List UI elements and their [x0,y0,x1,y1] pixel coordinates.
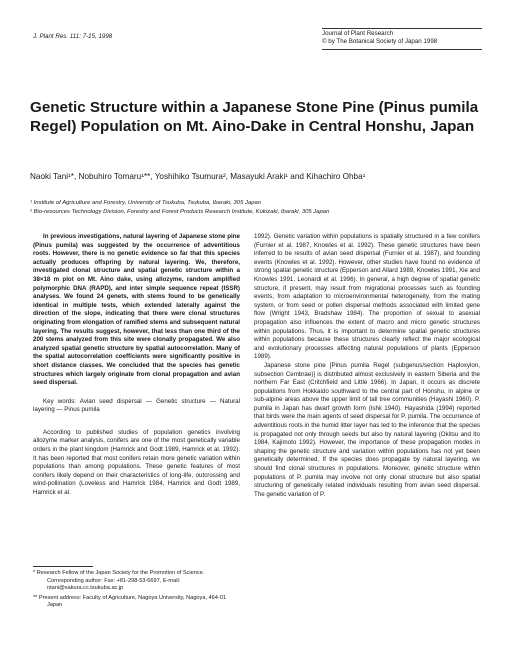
author-list: Naoki Tani¹*, Nobuhiro Tomaru¹**, Yoshihiko Tsumura², Masayuki Araki¹ and Kihachiro Ohba¹ [30,172,366,181]
affiliation-2: ² Bio-resources Technology Division, Forestry and Forest Products Research Institute, Kukizaki, Ibaraki, 305 Japan [30,209,330,215]
affiliation-1: ¹ Institute of Agriculture and Forestry, University of Tsukuba, Tsukuba, Ibaraki, 305 Japan [30,200,262,206]
affiliations [30,199,480,217]
footnote-1: * Research Fellow of the Japan Society for the Promotion of Science. Corresponding author: Fax: +81-298-53-6697, E-mail: ntani@sakura.cc.tsukuba.ac.jp [33,570,205,592]
abstract-text: In previous investigations, natural layering of Japanese stone pine (Pinus pumila) was suggested by the occurrence of adventitious roots. However, there is no genetic evidence so far that this species actually produces offspring by natural layering. We, therefore, investigated clonal structure and spatial genetic structure within a 38×18 m plot on Mt. Aino dake, using allozyme, random amplified polymorphic DNA (RAPD), and inter simple sequence repeat (ISSR) analyses. We found 24 genets, with stems found to be genetically identical in multiple tests, which extended laterally against the direction of the slope, indicating that there were clonal structures originating from elongation of ramified stems and subsequent natural layering. The results suggest, however, that less than one third of the 200 stems analyzed from this site were clonally propagated. We also analyzed spatial genetic structure by spatial autocorrelation. Many of the spatial autocorrelation coefficients were significantly positive in short distance classes. We concluded that the species has genetic structures which largely originate from clonal propagation and avian seed dispersal. [33,233,240,387]
footnotes [33,570,240,612]
journal-name: Journal of Plant Research [322,30,394,37]
paper-title: Genetic Structure within a Japanese Stone Pine (Pinus pumila Regel) Population on Mt. Aino-Dake in Central Honshu, Japan [30,99,479,135]
abstract [33,233,240,388]
footnote-2: ** Present address: Faculty of Agriculture, Nagoya University, Nagoya, 464-01 Japan [33,594,226,609]
journal-citation: J. Plant Res. 111: 7-15, 1998 [33,33,113,40]
left-column [33,233,240,498]
keywords: Key words: Avian seed dispersal — Genetic structure — Natural layering — Pinus pumila [33,397,240,414]
body-paragraph-stone-pine: Japanese stone pine [Pinus pumila Regel (subgenus/section Haploxylon, subsection Cembrae)] is distributed almost exclusively in eastern Siberia and the northern Far East (Critchfield and Little 1966). In Japan, it occurs as discrete populations from Hokkaido southward to the central part of Honshu, in alpine or sub-alpine areas above the upper limit of tall tree communities (Hayashi 1960). P. pumila in Japan has dwarf growth form (Ishii 1940). Hayashida (1994) reported that birds were the main agents of seed dispersal for P. pumila. The occurrence of adventitious roots in the humid litter layer has led to the inference that the species is propagated not only through seeds but also by natural layering (Okitsu and Ito 1984, Kajimoto 1992). However, the importance of these propagation modes in shaping the genetic structure and variation within populations has not yet been genetically determined. If the species does propagate by natural layering, we should find clonal structures in populations. Moreover, genetic structure within populations of P. pumila may involve not only clonal structure but also spatial structuring of genetically related individuals resulting from avian seed dispersal. The genetic variation of P. [254,361,480,498]
journal-box [322,30,482,46]
right-column [254,233,480,499]
footnote-rule [33,566,93,567]
copyright: © by The Botanical Society of Japan 1998 [322,38,438,45]
header-rule-bottom [322,49,482,50]
intro-paragraph-1: According to published studies of population genetics involving allozyme marker analysis, conifers are one of the most genetically variable orders in the plant kingdom (Hamrick and Godt 1989, Hamrick et al. 1992). It has been reported that most conifers retain more genetic variation within populations than among populations. These genetic features of most conifers likely depend on their characteristics of long-life, outcrossing and wind-pollination (Loveless and Hamrick 1984, Hamrick and Godt 1989, Hamrick et al. [33,428,240,497]
header-rule-top [322,28,482,29]
body-paragraph-continued: 1992). Genetic variation within populations is spatially structured in a few conifers (Furnier et al. 1987, Knowles et al. 1992). These genetic structures have been inferred to be results of avian seed dispersal (Furnier et al. 1987), and founding events (Knowles et al. 1992). However, other studies have found no evidence of strong spatial genetic structure (Epperson and Allard 1989, Knowles 1991, Xie and Knowles 1991, Leonardi et al. 1996). In general, a high degree of spatial genetic structure, if present, may result from migrational processes such as founding events, from adaptation to microenvironmental heterogeneity, from the mating system, or from seed or pollen dispersal methods associated with limited gene flow (Wright 1943, Bradshaw 1984). The proportion of sexual to asexual propagation also influences the extent of macro and micro genetic structures within populations. Thus, it is important to determine spatial genetic structures within populations because these structures clearly reflect the major ecological and evolutionary processes affecting natural populations of plants (Epperson 1989). [254,233,480,361]
